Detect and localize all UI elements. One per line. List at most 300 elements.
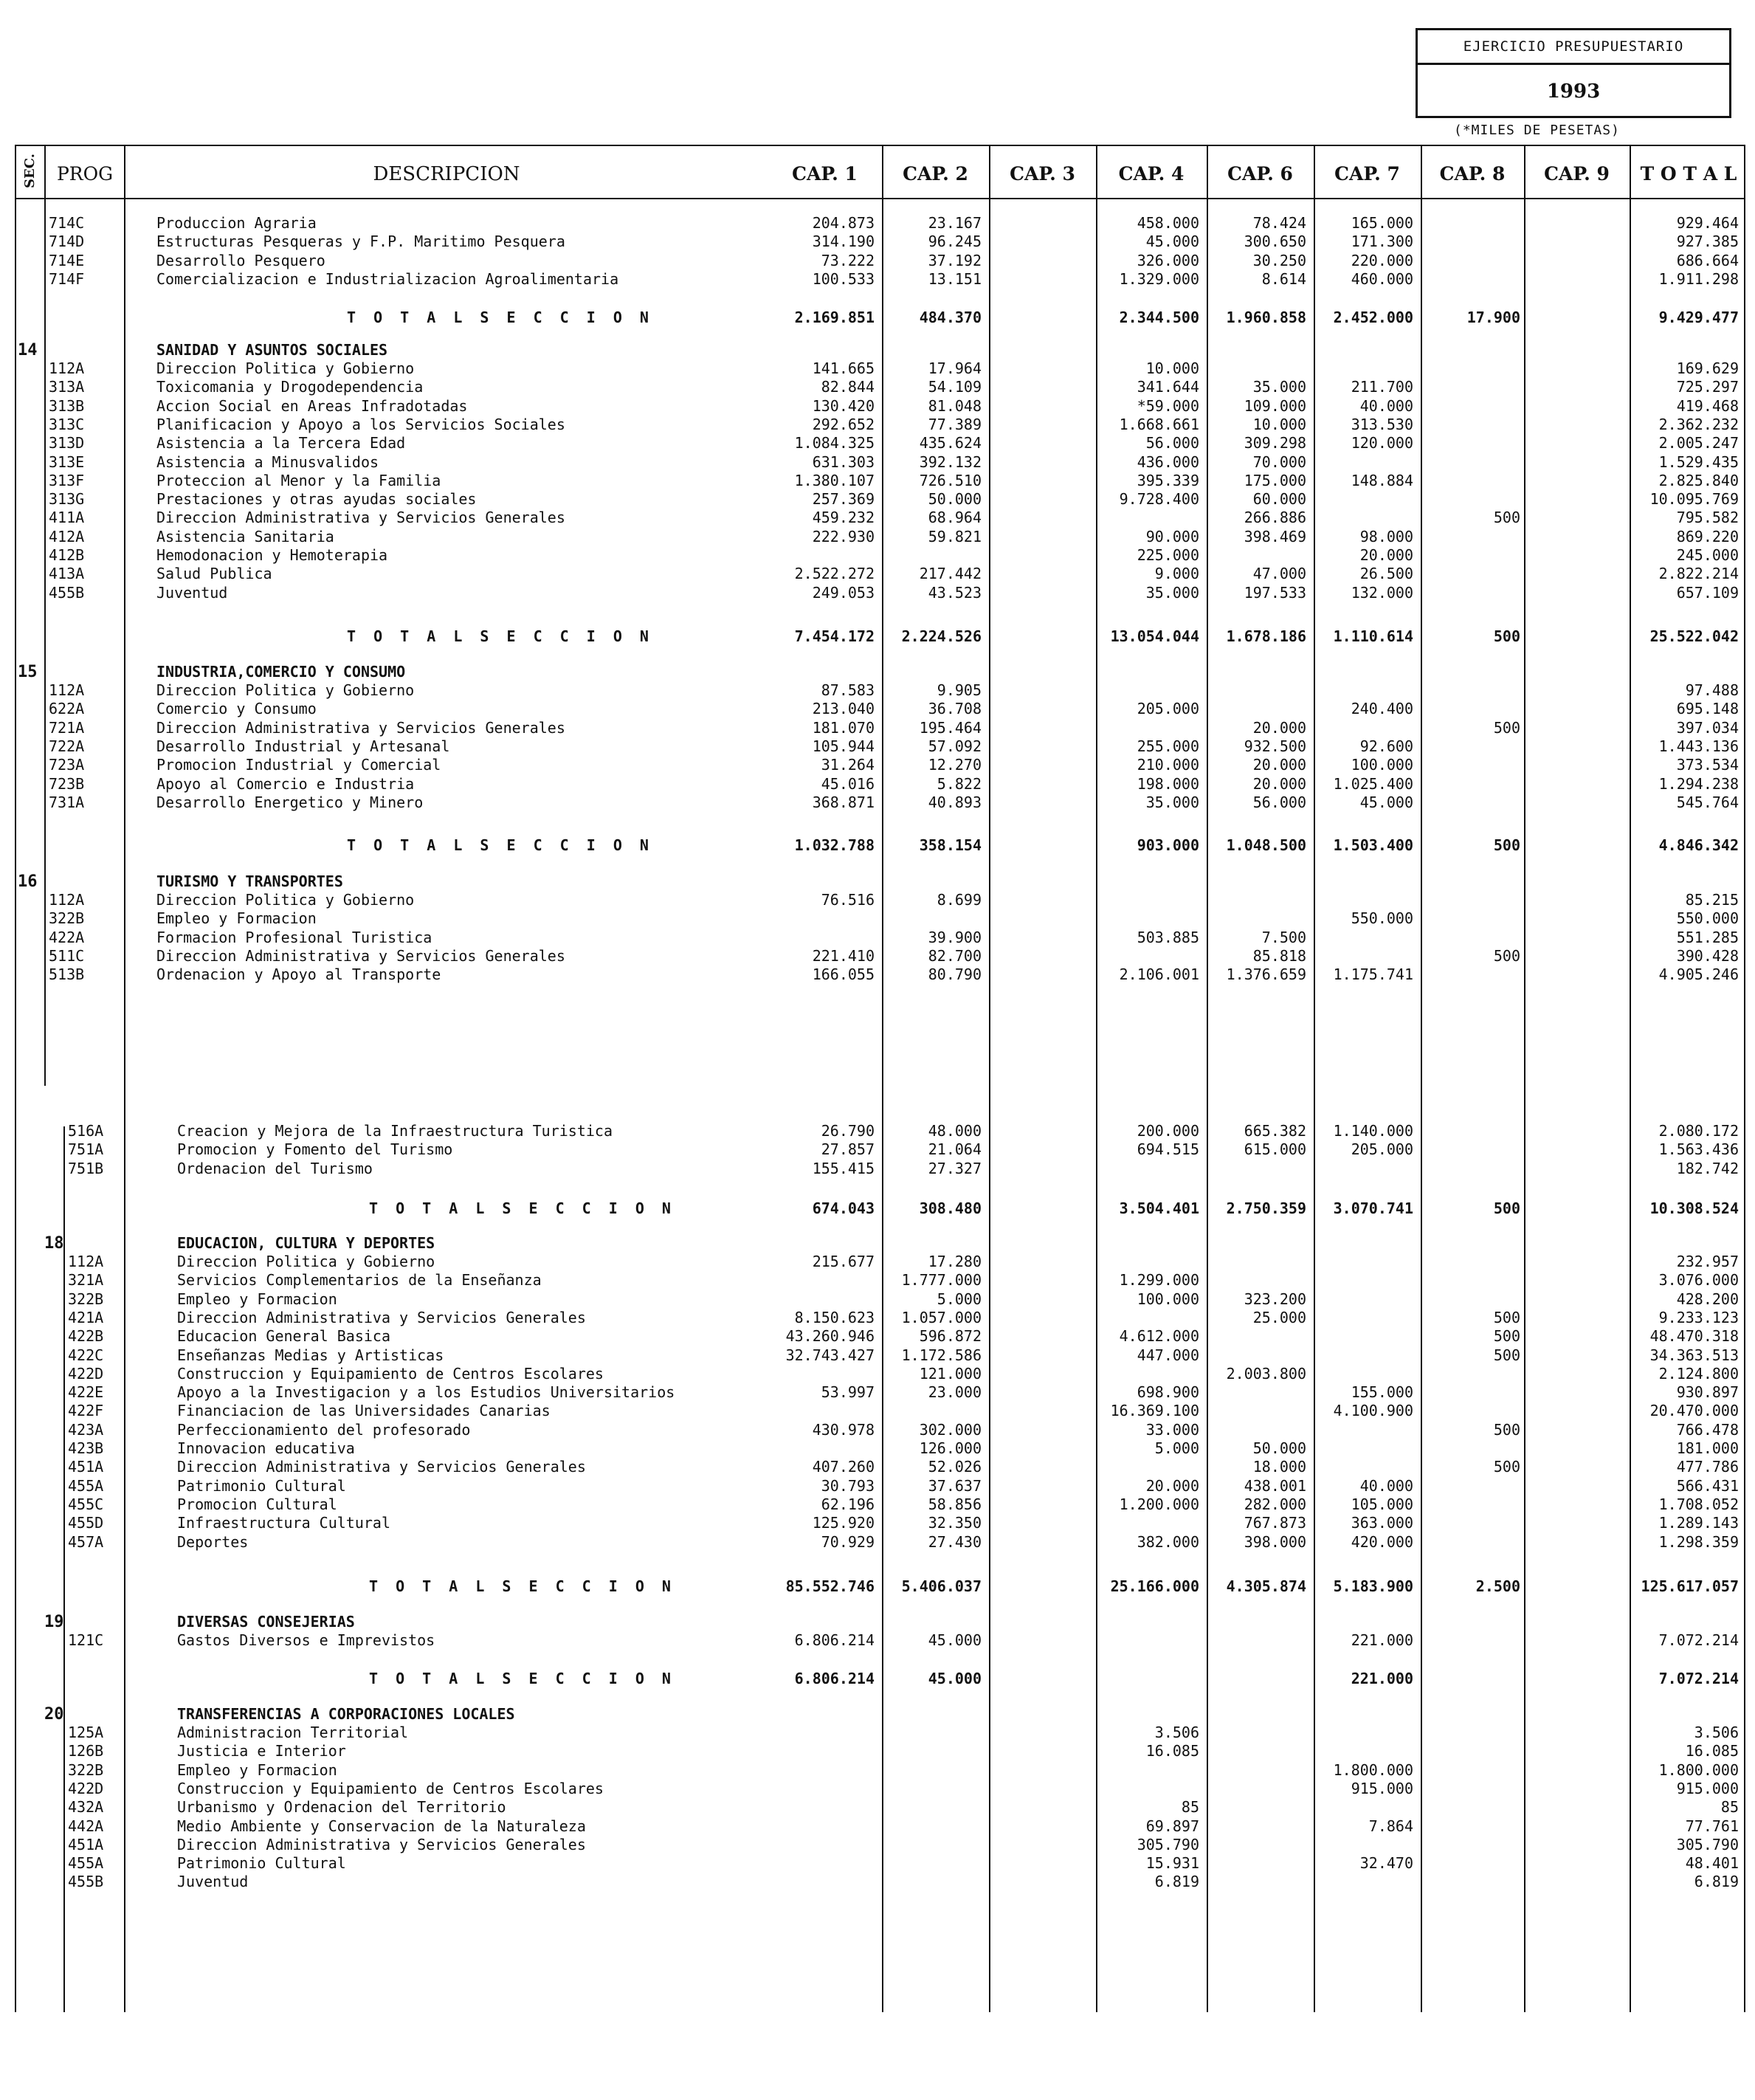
program-code: 455A <box>68 1854 104 1873</box>
program-description: Estructuras Pesqueras y F.P. Maritimo Pesquera <box>156 233 565 251</box>
cap8-value: 500 <box>1493 946 1520 965</box>
header-descripcion: DESCRIPCION <box>373 163 520 185</box>
program-code: 723A <box>49 756 85 774</box>
cap2-total: 308.480 <box>919 1199 982 1217</box>
program-code: 313C <box>49 415 85 433</box>
program-code: 714E <box>49 251 85 269</box>
program-description: Justicia e Interior <box>177 1742 346 1760</box>
cap2-value: 37.192 <box>928 251 982 269</box>
program-description: Desarrollo Pesquero <box>156 251 325 269</box>
cap8-total: 17.900 <box>1466 309 1520 326</box>
cap2-value: 23.167 <box>928 214 982 232</box>
total-value: 929.464 <box>1676 214 1739 232</box>
section-number: 18 <box>44 1234 64 1253</box>
program-description: Asistencia Sanitaria <box>156 527 334 545</box>
total-value: 7.072.214 <box>1658 1631 1739 1649</box>
cap7-value: 100.000 <box>1351 756 1413 774</box>
cap6-value: 35.000 <box>1252 378 1306 396</box>
table-row <box>0 270 1755 289</box>
table-row <box>0 756 1755 774</box>
cap6-total: 4.305.874 <box>1226 1577 1306 1595</box>
cap6-value: 56.000 <box>1252 793 1306 811</box>
program-code: 714D <box>49 233 85 251</box>
table-row <box>0 1140 1755 1159</box>
cap2-value: 126.000 <box>919 1439 982 1457</box>
total-value: 2.005.247 <box>1658 434 1739 452</box>
cap2-value: 27.327 <box>928 1159 982 1177</box>
grand-total: 4.846.342 <box>1658 836 1739 854</box>
cap7-value: 105.000 <box>1351 1495 1413 1513</box>
cap2-total: 358.154 <box>919 836 982 854</box>
cap2-value: 17.964 <box>928 359 982 377</box>
program-code: 455D <box>68 1514 104 1532</box>
header-cap9: CAP. 9 <box>1544 163 1610 185</box>
cap8-value: 500 <box>1493 509 1520 527</box>
total-value: 930.897 <box>1676 1383 1739 1402</box>
table-row <box>0 453 1755 472</box>
program-description: Salud Publica <box>156 565 272 583</box>
program-description: Juventud <box>177 1873 249 1891</box>
table-row <box>0 509 1755 527</box>
cap1-value: 6.806.214 <box>794 1631 875 1649</box>
cap2-value: 36.708 <box>928 700 982 718</box>
program-code: 121C <box>68 1631 104 1649</box>
program-description: Toxicomania y Drogodependencia <box>156 378 424 396</box>
program-code: 722A <box>49 737 85 755</box>
table-row <box>0 929 1755 947</box>
cap2-total: 2.224.526 <box>901 627 982 645</box>
table-row <box>0 378 1755 396</box>
grand-total: 25.522.042 <box>1649 627 1739 645</box>
program-code: 411A <box>49 509 85 527</box>
cap2-value: 57.092 <box>928 737 982 755</box>
total-value: 1.289.143 <box>1658 1514 1739 1532</box>
table-row <box>0 1817 1755 1836</box>
cap6-value: 20.000 <box>1252 774 1306 793</box>
cap7-value: 420.000 <box>1351 1532 1413 1551</box>
cap6-value: 398.000 <box>1244 1532 1306 1551</box>
cap2-value: 52.026 <box>928 1458 982 1476</box>
cap2-value: 39.900 <box>928 928 982 946</box>
header-cap4: CAP. 4 <box>1118 163 1185 185</box>
section-total-label: T O T A L S E C C I O N <box>369 1199 675 1217</box>
total-value: 97.488 <box>1685 681 1739 699</box>
cap4-value: 33.000 <box>1145 1420 1199 1439</box>
total-value: 3.506 <box>1694 1724 1739 1741</box>
cap6-value: 438.001 <box>1244 1476 1306 1495</box>
section-total-row <box>0 1199 1755 1218</box>
cap2-value: 17.280 <box>928 1253 982 1270</box>
program-code: 313D <box>49 434 85 452</box>
total-value: 477.786 <box>1676 1458 1739 1476</box>
total-value: 428.200 <box>1676 1290 1739 1308</box>
cap6-total: 2.750.359 <box>1226 1199 1306 1217</box>
program-code: 423B <box>68 1439 104 1457</box>
cap2-value: 81.048 <box>928 396 982 415</box>
cap4-total: 3.504.401 <box>1119 1199 1199 1217</box>
cap7-total: 1.110.614 <box>1333 627 1413 645</box>
program-description: Formacion Profesional Turistica <box>156 928 432 946</box>
program-description: Apoyo al Comercio e Industria <box>156 774 415 793</box>
cap7-value: 550.000 <box>1351 909 1413 928</box>
program-code: 322B <box>68 1290 104 1308</box>
cap4-value: 255.000 <box>1137 737 1199 755</box>
total-value: 1.911.298 <box>1658 269 1739 288</box>
cap2-value: 1.172.586 <box>901 1346 982 1364</box>
cap4-total: 13.054.044 <box>1110 627 1199 645</box>
cap2-value: 21.064 <box>928 1140 982 1159</box>
section-total-row <box>0 1670 1755 1688</box>
program-code: 422D <box>68 1364 104 1383</box>
cap8-value: 500 <box>1493 1327 1520 1346</box>
cap2-value: 54.109 <box>928 378 982 396</box>
table-row <box>0 1873 1755 1891</box>
units-note: (*MILES DE PESETAS) <box>1454 123 1620 138</box>
cap4-value: 85 <box>1181 1798 1199 1817</box>
ejercicio-box <box>1416 28 1731 118</box>
section-total-label: T O T A L S E C C I O N <box>347 627 653 645</box>
grand-total: 7.072.214 <box>1658 1670 1739 1687</box>
cap7-value: 155.000 <box>1351 1383 1413 1402</box>
cap7-value: 240.400 <box>1351 700 1413 718</box>
cap2-value: 80.790 <box>928 965 982 984</box>
header-prog: PROG <box>56 163 114 185</box>
cap2-value: 27.430 <box>928 1532 982 1551</box>
program-description: Educacion General Basica <box>177 1327 390 1346</box>
cap2-value: 302.000 <box>919 1420 982 1439</box>
program-code: 451A <box>68 1458 104 1476</box>
program-description: Desarrollo Energetico y Minero <box>156 793 424 811</box>
cap4-value: 4.612.000 <box>1119 1327 1199 1346</box>
total-value: 915.000 <box>1676 1779 1739 1797</box>
cap6-value: 300.650 <box>1244 233 1306 251</box>
cap7-value: 7.864 <box>1368 1817 1413 1835</box>
table-row <box>0 1742 1755 1760</box>
program-description: Patrimonio Cultural <box>177 1476 346 1495</box>
cap6-value: 309.298 <box>1244 434 1306 452</box>
ejercicio-year: 1993 <box>1546 80 1601 103</box>
cap1-value: 45.016 <box>821 774 875 793</box>
cap7-total: 1.503.400 <box>1333 836 1413 854</box>
program-description: Planificacion y Apoyo a los Servicios Sociales <box>156 415 565 433</box>
cap1-value: 76.516 <box>821 891 875 909</box>
cap7-value: 98.000 <box>1359 527 1413 545</box>
table-row <box>0 1458 1755 1476</box>
cap2-value: 8.699 <box>937 891 982 909</box>
cap8-value: 500 <box>1493 1458 1520 1476</box>
cap6-value: 2.003.800 <box>1226 1364 1306 1383</box>
cap1-value: 100.533 <box>812 269 875 288</box>
cap4-value: 305.790 <box>1137 1835 1199 1853</box>
table-row <box>0 1724 1755 1742</box>
cap2-value: 1.057.000 <box>901 1308 982 1326</box>
table-row <box>0 719 1755 737</box>
cap2-value: 50.000 <box>928 490 982 509</box>
cap4-value: 5.000 <box>1154 1439 1199 1457</box>
cap6-value: 20.000 <box>1252 718 1306 737</box>
cap2-value: 37.637 <box>928 1476 982 1495</box>
section-number: 16 <box>18 872 38 891</box>
table-row <box>0 1346 1755 1365</box>
cap4-value: 9.728.400 <box>1119 490 1199 509</box>
table-row <box>0 1798 1755 1817</box>
cap2-value: 12.270 <box>928 756 982 774</box>
program-code: 313E <box>49 452 85 471</box>
total-value: 725.297 <box>1676 378 1739 396</box>
program-description: Gastos Diversos e Imprevistos <box>177 1631 435 1649</box>
program-code: 313G <box>49 490 85 509</box>
cap4-total: 2.344.500 <box>1119 309 1199 326</box>
cap6-value: 398.469 <box>1244 527 1306 545</box>
cap4-value: 10.000 <box>1145 359 1199 377</box>
cap6-value: 70.000 <box>1252 452 1306 471</box>
program-description: Direccion Administrativa y Servicios Generales <box>156 718 565 737</box>
section-title: TRANSFERENCIAS A CORPORACIONES LOCALES <box>177 1705 515 1723</box>
cap1-total: 1.032.788 <box>794 836 875 854</box>
cap6-value: 50.000 <box>1252 1439 1306 1457</box>
cap2-value: 217.442 <box>919 565 982 583</box>
table-row <box>0 1631 1755 1650</box>
program-code: 422E <box>68 1383 104 1402</box>
cap1-value: 204.873 <box>812 214 875 232</box>
total-value: 3.076.000 <box>1658 1271 1739 1290</box>
table-row <box>0 1477 1755 1495</box>
grand-total: 10.308.524 <box>1649 1199 1739 1217</box>
program-code: 714C <box>49 214 85 232</box>
cap2-value: 77.389 <box>928 415 982 433</box>
program-description: Servicios Complementarios de la Enseñanza <box>177 1271 542 1290</box>
section-title: INDUSTRIA,COMERCIO Y CONSUMO <box>156 663 406 681</box>
cap4-value: 35.000 <box>1145 583 1199 602</box>
cap4-value: 9.000 <box>1154 565 1199 583</box>
table-row <box>0 1439 1755 1458</box>
cap1-value: 8.150.623 <box>794 1308 875 1326</box>
program-code: 422C <box>68 1346 104 1364</box>
cap1-value: 459.232 <box>812 509 875 527</box>
table-row <box>0 1309 1755 1327</box>
total-value: 869.220 <box>1676 527 1739 545</box>
total-value: 1.294.238 <box>1658 774 1739 793</box>
cap8-value: 500 <box>1493 1308 1520 1326</box>
cap2-value: 121.000 <box>919 1364 982 1383</box>
program-code: 322B <box>49 909 85 928</box>
program-description: Enseñanzas Medias y Artisticas <box>177 1346 444 1364</box>
cap2-value: 9.905 <box>937 681 982 699</box>
table-row <box>0 1122 1755 1140</box>
cap7-value: 92.600 <box>1359 737 1413 755</box>
cap4-value: 210.000 <box>1137 756 1199 774</box>
program-code: 457A <box>68 1532 104 1551</box>
total-value: 397.034 <box>1676 718 1739 737</box>
cap4-value: 20.000 <box>1145 1476 1199 1495</box>
total-value: 169.629 <box>1676 359 1739 377</box>
cap7-value: 20.000 <box>1359 546 1413 564</box>
program-code: 714F <box>49 269 85 288</box>
program-code: 513B <box>49 965 85 984</box>
cap4-value: 1.200.000 <box>1119 1495 1199 1513</box>
cap7-value: 915.000 <box>1351 1779 1413 1797</box>
table-row <box>0 909 1755 928</box>
cap4-value: 200.000 <box>1137 1122 1199 1140</box>
table-row <box>0 1365 1755 1383</box>
cap4-value: 100.000 <box>1137 1290 1199 1308</box>
cap7-value: 40.000 <box>1359 1476 1413 1495</box>
cap2-total: 5.406.037 <box>901 1577 982 1595</box>
program-code: 455B <box>49 583 85 602</box>
cap6-value: 266.886 <box>1244 509 1306 527</box>
total-value: 182.742 <box>1676 1159 1739 1177</box>
cap7-total: 5.183.900 <box>1333 1577 1413 1595</box>
program-description: Asistencia a Minusvalidos <box>156 452 379 471</box>
cap7-value: 221.000 <box>1351 1631 1413 1649</box>
header-sec: SEC. <box>22 154 38 188</box>
program-description: Direccion Politica y Gobierno <box>156 681 415 699</box>
grand-total: 9.429.477 <box>1658 309 1739 326</box>
program-description: Administracion Territorial <box>177 1724 409 1741</box>
grand-total: 125.617.057 <box>1641 1577 1739 1595</box>
cap7-value: 45.000 <box>1359 793 1413 811</box>
cap1-value: 292.652 <box>812 415 875 433</box>
program-description: Desarrollo Industrial y Artesanal <box>156 737 450 755</box>
cap1-value: 32.743.427 <box>785 1346 875 1364</box>
program-description: Direccion Politica y Gobierno <box>156 359 415 377</box>
cap1-value: 26.790 <box>821 1122 875 1140</box>
cap2-value: 5.822 <box>937 774 982 793</box>
cap7-value: 171.300 <box>1351 233 1413 251</box>
total-value: 1.708.052 <box>1658 1495 1739 1513</box>
cap2-value: 195.464 <box>919 718 982 737</box>
program-code: 125A <box>68 1724 104 1741</box>
total-value: 2.822.214 <box>1658 565 1739 583</box>
cap2-value: 5.000 <box>937 1290 982 1308</box>
table-row <box>0 528 1755 546</box>
cap4-value: 436.000 <box>1137 452 1199 471</box>
cap4-value: 694.515 <box>1137 1140 1199 1159</box>
total-value: 419.468 <box>1676 396 1739 415</box>
program-code: 451A <box>68 1835 104 1853</box>
total-value: 545.764 <box>1676 793 1739 811</box>
cap4-value: 326.000 <box>1137 251 1199 269</box>
program-description: Proteccion al Menor y la Familia <box>156 471 441 489</box>
cap1-value: 130.420 <box>812 396 875 415</box>
section-number: 19 <box>44 1613 64 1631</box>
total-value: 1.800.000 <box>1658 1760 1739 1779</box>
total-value: 6.819 <box>1694 1873 1739 1891</box>
total-value: 566.431 <box>1676 1476 1739 1495</box>
program-code: 412B <box>49 546 85 564</box>
program-description: Asistencia a la Tercera Edad <box>156 434 406 452</box>
total-value: 390.428 <box>1676 946 1739 965</box>
program-code: 731A <box>49 793 85 811</box>
table-row <box>0 233 1755 251</box>
cap1-value: 141.665 <box>812 359 875 377</box>
total-value: 686.664 <box>1676 251 1739 269</box>
cap6-value: 767.873 <box>1244 1514 1306 1532</box>
total-value: 766.478 <box>1676 1420 1739 1439</box>
cap7-value: 1.800.000 <box>1333 1760 1413 1779</box>
cap6-value: 8.614 <box>1261 269 1306 288</box>
cap6-total: 1.048.500 <box>1226 836 1306 854</box>
cap2-value: 82.700 <box>928 946 982 965</box>
program-description: Construccion y Equipamiento de Centros Escolares <box>177 1364 604 1383</box>
program-code: 321A <box>68 1271 104 1290</box>
program-description: Apoyo a la Investigacion y a los Estudios Universitarios <box>177 1383 675 1402</box>
total-value: 2.080.172 <box>1658 1122 1739 1140</box>
program-description: Construccion y Equipamiento de Centros Escolares <box>177 1779 604 1797</box>
cap6-value: 85.818 <box>1252 946 1306 965</box>
program-description: Juventud <box>156 583 228 602</box>
header-cap1: CAP. 1 <box>792 163 858 185</box>
cap2-value: 726.510 <box>919 471 982 489</box>
cap4-value: 56.000 <box>1145 434 1199 452</box>
table-row <box>0 584 1755 602</box>
program-code: 126B <box>68 1742 104 1760</box>
cap6-value: 665.382 <box>1244 1122 1306 1140</box>
section-total-label: T O T A L S E C C I O N <box>369 1577 675 1595</box>
cap1-value: 125.920 <box>812 1514 875 1532</box>
program-description: Direccion Politica y Gobierno <box>177 1253 435 1270</box>
header-cap6: CAP. 6 <box>1227 163 1293 185</box>
program-description: Creacion y Mejora de la Infraestructura Turistica <box>177 1122 613 1140</box>
section-total-row <box>0 309 1755 327</box>
section-total-row <box>0 836 1755 855</box>
total-value: 181.000 <box>1676 1439 1739 1457</box>
cap4-value: 35.000 <box>1145 793 1199 811</box>
program-code: 432A <box>68 1798 104 1817</box>
table-row <box>0 681 1755 700</box>
cap7-value: 4.100.900 <box>1333 1402 1413 1420</box>
total-value: 305.790 <box>1676 1835 1739 1853</box>
total-value: 373.534 <box>1676 756 1739 774</box>
program-code: 313F <box>49 471 85 489</box>
program-code: 751A <box>68 1140 104 1159</box>
cap2-value: 32.350 <box>928 1514 982 1532</box>
total-value: 10.095.769 <box>1649 490 1739 509</box>
table-row <box>0 1327 1755 1346</box>
table-row <box>0 416 1755 434</box>
table-row <box>0 775 1755 793</box>
cap4-value: 1.329.000 <box>1119 269 1199 288</box>
program-code: 455B <box>68 1873 104 1891</box>
program-description: Direccion Administrativa y Servicios Generales <box>156 509 565 527</box>
cap1-value: 1.380.107 <box>794 471 875 489</box>
total-value: 9.233.123 <box>1658 1308 1739 1326</box>
cap1-value: 27.857 <box>821 1140 875 1159</box>
ejercicio-label: EJERCICIO PRESUPUESTARIO <box>1418 30 1729 65</box>
cap6-value: 109.000 <box>1244 396 1306 415</box>
cap8-value: 500 <box>1493 1346 1520 1364</box>
cap1-value: 73.222 <box>821 251 875 269</box>
table-row <box>0 1780 1755 1798</box>
cap4-value: 90.000 <box>1145 527 1199 545</box>
section-total-row <box>0 1577 1755 1596</box>
section-total-label: T O T A L S E C C I O N <box>347 836 653 854</box>
program-description: Direccion Administrativa y Servicios Generales <box>156 946 565 965</box>
program-code: 511C <box>49 946 85 965</box>
program-description: Promocion Cultural <box>177 1495 337 1513</box>
header-total: T O T A L <box>1640 163 1737 185</box>
total-value: 77.761 <box>1685 1817 1739 1835</box>
table-row <box>0 1402 1755 1420</box>
table-row <box>0 965 1755 984</box>
cap2-value: 435.624 <box>919 434 982 452</box>
program-description: Deportes <box>177 1532 249 1551</box>
cap1-value: 181.070 <box>812 718 875 737</box>
cap7-value: 132.000 <box>1351 583 1413 602</box>
program-code: 622A <box>49 700 85 718</box>
header-cap8: CAP. 8 <box>1439 163 1506 185</box>
header-cap3: CAP. 3 <box>1010 163 1075 185</box>
